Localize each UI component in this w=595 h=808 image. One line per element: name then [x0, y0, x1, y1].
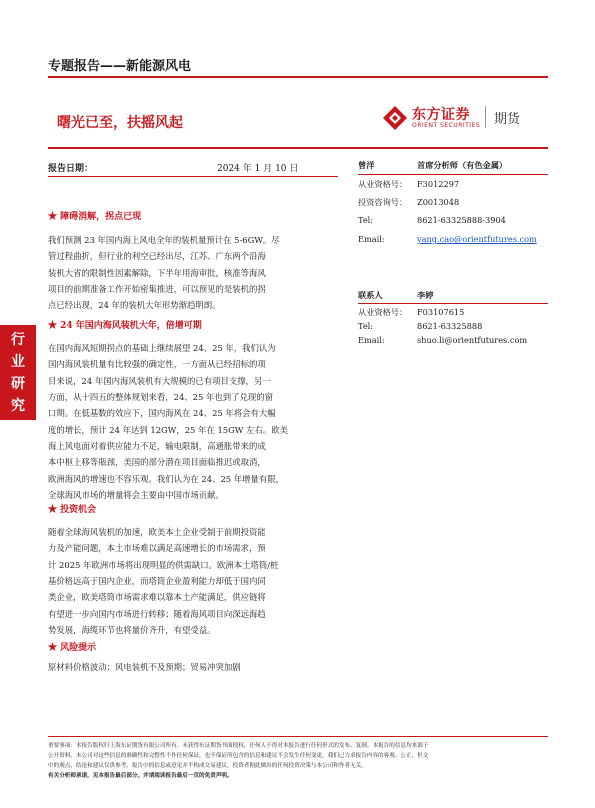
paragraph-line: 目来说，24 年国内海风装机有大规模的已有项目支撑，另一: [48, 375, 271, 386]
company-logo: [382, 100, 532, 140]
analyst-row-label: Email:: [358, 234, 385, 244]
industry-research-tab: [0, 325, 36, 420]
paragraph-line: 在国内海风短期拐点的基础上继续展望 24、25 年，我们认为: [48, 343, 276, 353]
report-category: 专题报告——新能源风电: [48, 59, 192, 74]
contact-label: 联系人: [358, 290, 383, 300]
paragraph-line: 随着全球海风装机的加速，欧美本土企业受制于前期投资能: [48, 527, 266, 537]
analyst-row-label: Tel:: [358, 215, 374, 225]
paragraph-line: 我们预测 23 年国内海上风电全年的装机量预计在 5-6GW。尽: [48, 235, 280, 245]
paragraph-line: 口期。在低基数的效应下，国内海风在 24、25 年将会有大幅: [48, 408, 276, 419]
analyst-row-label: 从业资格号：: [358, 179, 408, 189]
paragraph-line: 计 2025 年欧洲市场将出现明显的供需缺口。欧洲本土塔筒/桩: [48, 559, 279, 570]
logo-suffix: 期货: [494, 112, 521, 127]
side-tab-char: 研: [11, 375, 25, 392]
title-divider: [48, 147, 548, 149]
contact-row-label: Email:: [358, 335, 385, 345]
header-divider: [48, 76, 548, 78]
section-heading: ★ 24 年国内海风装机大年，倍增可期: [48, 321, 202, 331]
date-divider-left: [48, 176, 338, 177]
logo-name-en: ORIENT SECURITIES: [412, 122, 481, 129]
analyst-email-link[interactable]: yang.cao@orientfutures.com: [417, 234, 537, 244]
paragraph-line: 方面，从十四五的整体规划来看，24、25 年也到了兑现的窗: [48, 392, 273, 403]
analyst-name: 曾洋: [358, 160, 375, 170]
paragraph-line: 本中枢上移等瓶颈，美国的部分潜在项目面临推迟或取消，: [48, 457, 266, 468]
disclaimer-line: 公开资料，本公司对这些信息的准确性和完整性不作任何保证，也不保证所包含的信息和建议不会发生任何变更。我们已力求报告内容的客观、公正，但文: [48, 753, 429, 759]
side-tab-char: 行: [11, 331, 25, 348]
paragraph-line: 项目的前期准备工作开始密集推进，可以预见的是装机的拐: [48, 284, 266, 295]
section-paragraph: [48, 340, 323, 503]
side-tab-char: 业: [11, 353, 25, 370]
report-date-value: 2024 年 1 月 10 日: [217, 164, 299, 174]
report-title: 曙光已至，扶摇风起: [57, 115, 183, 131]
footer-divider: [48, 736, 548, 737]
paragraph-line: 有望进一步向国内市场进行转移；随着海风项目向深远海趋: [48, 608, 266, 619]
contact-row-label: 从业资格号：: [358, 307, 408, 317]
paragraph-line: 装机大省的限制性因素解除，下半年用海审批，核准等海风: [48, 267, 266, 278]
analyst-row-value: 8621-63325888-3904: [417, 215, 506, 225]
disclaimer-line: 中的观点、结论和建议仅供参考，报告中的信息或意见并不构成交易建议，投资者据此做出的任何投资决策与本公司和作者无关。: [48, 763, 367, 769]
section-paragraph: [48, 524, 323, 638]
logo-name-cn: 东方证券: [412, 107, 470, 123]
paragraph-line: 全球海风市场的增量将会主要由中国市场贡献。: [48, 490, 224, 501]
contact-row-label: Tel:: [358, 321, 374, 331]
paragraph-line: 类企业，欧美塔筒市场需求难以靠本土产能满足，供应链将: [48, 592, 266, 603]
analyst-row-label: 投资咨询号：: [358, 197, 408, 207]
analyst-divider: [358, 174, 548, 175]
paragraph-line: 力及产能问题，本土市场难以满足高速增长的市场需求，预: [48, 543, 266, 554]
contact-divider: [358, 303, 548, 304]
paragraph-line: 度的增长，预计 24 年达到 12GW，25 年在 15GW 左右。欧美: [48, 424, 288, 435]
contact-name: 李婷: [417, 290, 434, 300]
paragraph-line: 欧洲海风的增速也不容乐观。我们认为在 24、25 年增量有限，: [48, 473, 285, 484]
section-paragraph: [48, 232, 323, 314]
paragraph-line: 国内海风装机量有比较强的确定性，一方面从已经招标的项: [48, 359, 266, 370]
paragraph-line: 基价格远高于国内企业，而塔筒企业盈利能力却低于国内同: [48, 576, 266, 587]
contact-email[interactable]: shuo.li@orientfutures.com: [417, 335, 528, 345]
section-heading: ★ 风险提示: [48, 643, 97, 653]
analyst-row-value: Z0013048: [417, 197, 460, 207]
contact-row-value: F03107615: [417, 307, 465, 317]
paragraph-line: 势发展，海缆环节也将量价齐升，有望受益。: [48, 625, 216, 636]
contact-row-value: 8621-63325888: [417, 321, 483, 331]
section-paragraph: [48, 659, 323, 675]
analyst-title: 首席分析师（有色金属）: [417, 160, 508, 170]
logo-mark-icon: [382, 105, 408, 131]
disclaimer: [48, 741, 548, 781]
paragraph-line: 管过程曲折，但行业的利空已经出尽，江苏、广东两个沿海: [48, 251, 266, 262]
logo-separator: [485, 106, 486, 128]
section-heading: ★ 投资机会: [48, 505, 97, 515]
paragraph-line: 点已经出现，24 年的装机大年形势渐趋明朗。: [48, 300, 221, 311]
disclaimer-line: 重要事项：本报告版权归上海东证期货有限公司所有。未获得东证期货书面授权，任何人不得对本报告进行任何形式的发布、复制。本报告的信息均来源于: [48, 743, 429, 749]
disclaimer-line: 有关分析师承诺，见本报告最后部分。并请阅读报告最后一页的免责声明。: [48, 773, 233, 779]
paragraph-line: 海上风电面对着供应能力不足，输电限制，高通胀带来的成: [48, 441, 266, 452]
paragraph-line: 原材料价格波动；风电装机不及预期；贸易冲突加剧: [48, 662, 241, 672]
section-heading: ★ 障碍消解，拐点已现: [48, 212, 142, 222]
analyst-row-value: F3012297: [417, 179, 460, 189]
side-tab-char: 究: [11, 397, 25, 414]
report-date-label: 报告日期：: [48, 164, 94, 174]
